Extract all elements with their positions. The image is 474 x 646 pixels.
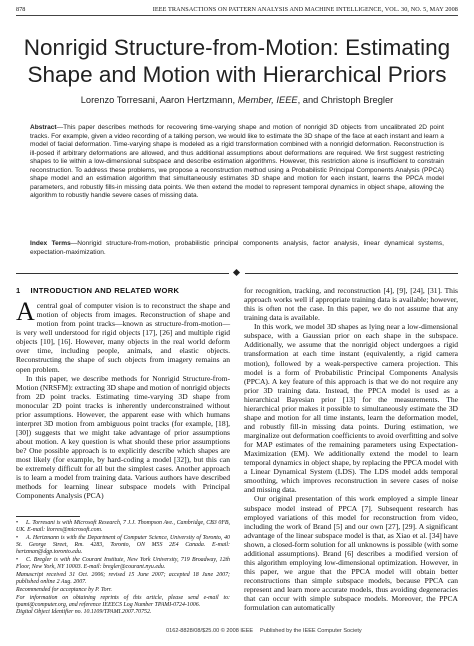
bullet-icon: • [16, 520, 19, 526]
footnote-recommended: Recommended for acceptance by P. Torr. [16, 586, 113, 593]
right-paragraph-1: for recognition, tracking, and reconstruction [4], [9], [24], [31]. This approach works well if appropriate training data is available; however, this is often not the case. In this paper, we do not assume that any training data is available. [244, 286, 458, 323]
drop-cap: A [16, 297, 35, 327]
abstract [30, 124, 444, 201]
right-paragraph-2: In this work, we model 3D shapes as lying near a low-dimensional subspace, with a Gaussian prior on each shape in the subspace. Additionally, we assume that the nonrigid object undergoes a rigid transformation at each time instant (equivalently, a rigid camera motion), followed by a weak-perspective camera projection. This model is a form of Probabilistic Principal Components Analysis (PPCA). A key feature of this approach is that we do not require any prior 3D training data. Instead, the PPCA model is used as a hierarchical Bayesian prior [13] for the measurements. The hierarchical prior makes it possible to simultaneously estimate the 3D shape and motion for all time instants, learn the deformation model, and robustly fill-in missing data points. During estimation, we marginalize out deformation coefficients to avoid overfitting and solve for MAP estimates of the remaining parameters using Expectation-Maximization (EM). We additionally extend the model to learn temporal dynamics in object shape, by replacing the PPCA model with a Linear Dynamical System (LDS). The LDS model adds temporal smoothing, which improves reconstruction in severe cases of noise and missing data. [244, 322, 458, 495]
copyright-line: 0162-8828/08/$25.00 © 2008 IEEE [166, 628, 254, 634]
authors-text: Lorenzo Torresani, Aaron Hertzmann, [80, 95, 238, 105]
index-terms-text: —Nonrigid structure-from-motion, probabilistic principal components analysis, factor analysis, linear dynamical systems, expectation-maximization. [30, 240, 444, 256]
paper-title [0, 34, 474, 88]
header-rule [16, 15, 458, 16]
publisher-line: Published by the IEEE Computer Society [260, 628, 362, 634]
section-divider [16, 270, 458, 278]
footnote-received: Manuscript received 31 Oct. 2006; revised 15 June 2007; accepted 18 June 2007; published online 2 Aug. 2007. [16, 571, 230, 586]
divider-line-left [16, 273, 229, 274]
index-terms-label: Index Terms [30, 240, 71, 247]
footnote-affiliation-1: • L. Torresani is with Microsoft Research, 7 J.J. Thompson Ave., Cambridge, CB3 0FB, UK. E-mail: ltorres@microsoft.com. [16, 520, 230, 534]
author-member-title: Member, IEEE [237, 95, 298, 105]
title-line-2: Shape and Motion with Hierarchical Priors [27, 62, 447, 87]
divider-line-right [245, 273, 458, 274]
page-number: 878 [16, 6, 26, 13]
right-paragraph-3: Our original presentation of this work employed a simple linear subspace model instead of PPCA [7]. Subsequent research has employed variations of this model for reconstruction from video, including the work of Brand [5] and our own [27], [29]. A significant advantage of the linear subspace model is that, as Xiao et al. [34] have shown, a closed-form solution for all unknowns is possible (with some additional assumptions). Brand [6] describes a modified version of this algorithm employing low-dimensional optimization. However, in this paper, we argue that the PPCA model will obtain better reconstructions than simple subspace models, because PPCA can represent and learn more accurate models, thus avoiding degeneracies that can occur with simple subspace models. Moreover, the PPCA formulation can automatically [244, 494, 458, 613]
section-number: 1 [16, 286, 21, 295]
abstract-label: Abstract [30, 124, 57, 131]
section-heading [16, 286, 230, 295]
index-terms [30, 240, 444, 257]
journal-line: IEEE TRANSACTIONS ON PATTERN ANALYSIS AND MACHINE INTELLIGENCE, VOL. 30, NO. 5, MAY 2008 [152, 6, 458, 13]
intro-paragraph-1: Acentral goal of computer vision is to reconstruct the shape and motion of objects from images. Reconstruction of shape and motion from point tracks—known as structure-from-motion—is very well understood for rigid objects [17], [26] and multiple rigid objects [10], [16]. However, many objects in the real world deform over time, including people, animals, and elastic objects. Reconstructing the shape of such objects from imagery remains an open problem. [16, 297, 230, 374]
footnotes [16, 520, 230, 617]
authors-tail: , and Christoph Bregler [297, 95, 394, 105]
footnote-rule [16, 516, 80, 517]
diamond-ornament-icon [233, 269, 240, 276]
bullet-icon: • [16, 534, 19, 541]
footnote-reprints: For information on obtaining reprints of this article, please send e-mail to: tpami@computer.org, and reference IEEECS Log Number TPAMI-0724-1006. [16, 594, 230, 608]
abstract-text: —This paper describes methods for recovering time-varying shape and motion of nonrigid 3D objects from uncalibrated 2D point tracks. For example, given a video recording of a talking person, we would like to estimate the 3D shape of the face at each instant and learn a model of facial deformation. Time-varying shape is modeled as a rigid transformation combined with a nonrigid deformation. Reconstruction is ill-posed if arbitrary deformations are allowed, and thus additional assumptions about deformations are required. We first suggest restricting shapes to lie within a low-dimensional subspace and describe estimation algorithms. However, this restriction alone is insufficient to constrain reconstruction. To address these problems, we propose a reconstruction method using a Probabilistic Principal Components Analysis (PPCA) shape model and an estimation algorithm that simultaneously estimates 3D shape and motion for each instant, learns the PPCA model parameters, and robustly fills-in missing data points. We then extend the model to represent temporal dynamics in object shape, allowing the algorithm to robustly handle severe cases of missing data. [30, 124, 444, 200]
left-column [16, 286, 230, 500]
intro-paragraph-2: In this paper, we describe methods for Nonrigid Structure-from-Motion (NRSFM): extracting 3D shape and motion of nonrigid objects from 2D point tracks. Estimating time-varying 3D shape from monocular 2D point tracks is inherently underconstrained without prior assumptions. However, the apparent ease with which humans interpret 3D motion from ambiguous point tracks (for example, [18], [30]) suggests that we might take advantage of prior assumptions about motion. A key question is what should these prior assumptions be? One possible approach is to explicitly describe which shapes are most likely (for example, by hard-coding a model [32]), but this can be extremely difficult for all but the simplest cases. Another approach is to learn a model from training data. Various authors have described methods for learning linear subspace models with Principal Components Analysis (PCA) [16, 373, 231, 501]
footnote-affiliation-2: • A. Hertzmann is with the Department of Computer Science, University of Toronto, 40 St. George Street, Rm. 4283, Toronto, ON M5S 2E4 Canada. E-mail: hertzman@dgp.toronto.edu. [16, 534, 230, 556]
footnote-doi: Digital Object Identifier no. 10.1109/TPAMI.2007.70752. [16, 609, 152, 616]
right-column [244, 286, 458, 612]
section-title: INTRODUCTION AND RELATED WORK [30, 286, 180, 295]
author-list [0, 95, 474, 105]
footnote-affiliation-3: • C. Bregler is with the Courant Institute, New York University, 719 Broadway, 12th Floor, New York, NY 10003. E-mail: bregler@courant.nyu.edu. [16, 557, 230, 571]
title-line-1: Nonrigid Structure-from-Motion: Estimating [23, 35, 451, 60]
bullet-icon: • [16, 557, 19, 564]
page-footer [16, 628, 458, 638]
